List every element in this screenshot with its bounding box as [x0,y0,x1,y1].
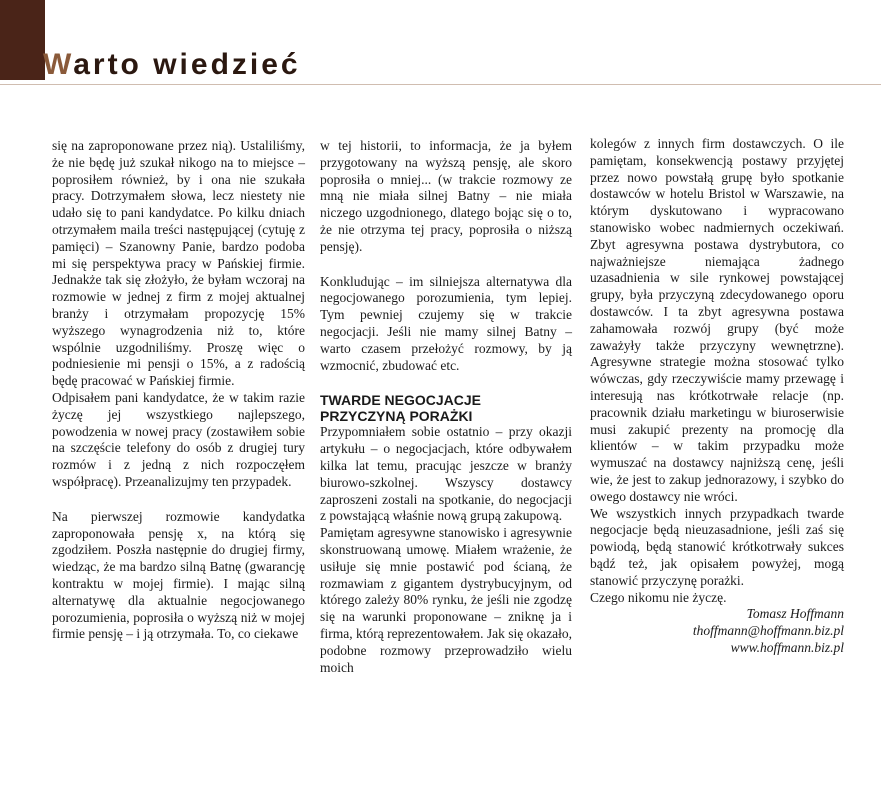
author-name: Tomasz Hoffmann [746,606,844,622]
text-column-2 [320,138,572,676]
text-column-1 [52,138,305,643]
paragraph: We wszystkich innych przypadkach twarde negocjacje będą nieuzasadnione, jeśli zaś się powiodą, będą stanowić krótkotrwały sukces bądź też, jak opisałem powyżej, mogą stanowić przyczynę porażki. [590,505,844,588]
page-title [43,48,301,82]
paragraph: się na zaproponowane przez nią). Ustaliliśmy, że nie będę już szukał nikogo na to miejsce – poprosiłem również, by i ona nie szukała pracy. Dotrzymałem słowa, lecz niestety nie udało się to pani kandydatce. Po kilku dniach otrzymałem maila treści następującej (cytuję z pamięci) – Szanowny Panie, bardzo podoba mi się perspektywa pracy w Pańskiej firmie. Jednakże tak się złożyło, że byłam wczoraj na rozmowie w jednej z firm z mojej aktualnej branży i otrzymałam propozycję 15% wyższego wynagrodzenia niż to, które wspólnie uzgodniliśmy. Proszę więc o podniesienie mi pensji o 15%, a z radością będę pracować w Pańskiej firmie. [52,138,305,389]
paragraph: kolegów z innych firm dostawczych. O ile pamiętam, konsekwencją postawy przyjętej przez nowo powstałą grupę było spotkanie dostawców w hotelu Bristol w Warszawie, na którym dyskutowano i wypracowano stanowisko wobec nadmiernych oczekiwań. Zbyt agresywna postawa dystrybutora, co najważniejsze niemająca żadnego uzasadnienia w sile rynkowej powstającej grupy, była przyczyną zdecydowanego oporu dostawców. I ta zbyt agresywna postawa zahamowała rozwój grupy (być może zaważyły także przyczyny wewnętrzne). Agresywne strategie można stosować tylko wówczas, gdy rzeczywiście mamy przewagę i interesują nas krótkotrwałe relacje (np. pracownik działu marketingu w biuroserwisie musi zakupić prezenty na promocję dla klientów – w takim przypadku może wymuszać na dostawcy najniższą cenę, jeśli wie, że jest to zakup jednorazowy, i szybko do owego dostawcy nie wróci. [590,136,844,504]
title-first-letter: W [43,48,74,81]
paragraph-gap [52,491,305,509]
author-website: www.hoffmann.biz.pl [730,639,844,655]
title-rule [0,84,881,85]
paragraph-gap [320,256,572,274]
paragraph: Konkludując – im silniejsza alternatywa dla negocjowanego porozumienia, tym lepiej. Tym pewniej czujemy się w trakcie negocjacji. Jeśli nie mamy silnej Batny – warto czasem przełożyć rozmowy, by ją wzmocnić, zbudować etc. [320,273,572,373]
paragraph-gap [320,374,572,392]
text-column-3 [590,136,844,657]
section-heading-line-2: PRZYCZYNĄ PORAŻKI [320,408,473,425]
corner-color-block [0,0,45,80]
title-rest: arto wiedzieć [73,48,301,81]
paragraph: Na pierwszej rozmowie kandydatka zaproponowała pensję x, na którą się zgodziłem. Poszła następnie do drugiej firmy, wiedząc, że ma bardzo silną Batnę (gwarancję kontraktu w mojej firmie). I mając silną alternatywę dla aktualnie negocjowanego porozumienia, poprosiła o wyższą niż w mojej firmie pensję – i ją otrzymała. To, co ciekawe [52,508,305,642]
author-email: thoffmann@hoffmann.biz.pl [692,623,844,639]
section-heading-line-1: TWARDE NEGOCJACJE [320,392,482,409]
paragraph: Czego nikomu nie życzę. [590,589,727,605]
section-heading [320,392,572,424]
paragraph: Pamiętam agresywne stanowisko i agresywnie skonstruowaną umowę. Miałem wrażenie, że usiłuje się mnie postawić pod ścianą, że rozmawiam z gigantem dystrybucyjnym, od którego zależy 80% rynku, że jeśli nie zgodzę się na warunki proponowane – zniknę ja i firma, którą reprezentowałem. Jak się okazało, podobne rozmowy przeprowadziło wielu moich [320,525,572,675]
paragraph: Przypomniałem sobie ostatnio – przy okazji artykułu – o negocjacjach, które odbywałem kilka lat temu, pracując jeszcze w branży biurowo-szkolnej. Wszyscy dostawcy zaproszeni zostali na spotkanie, do negocjacji z powstającą właśnie nową grupą zakupową. [320,424,572,524]
paragraph: w tej historii, to informacja, że ja byłem przygotowany na wyższą pensję, ale skoro poprosiła o mniej... (w trakcie rozmowy ze mną nie miała silnej Batny – nie miała niczego uzgodnionego, dlatego bojąc się o to, że nie otrzyma tej pracy, poprosiła o niższą pensję). [320,138,572,254]
paragraph: Odpisałem pani kandydatce, że w takim razie życzę jej wszystkiego najlepszego, powodzenia w nowej pracy (zostawiłem sobie na szczęście telefony do osób z drugiej tury rozmów i z jedną z nich rozpoczęłem współpracę). Przeanalizujmy ten przypadek. [52,389,305,489]
